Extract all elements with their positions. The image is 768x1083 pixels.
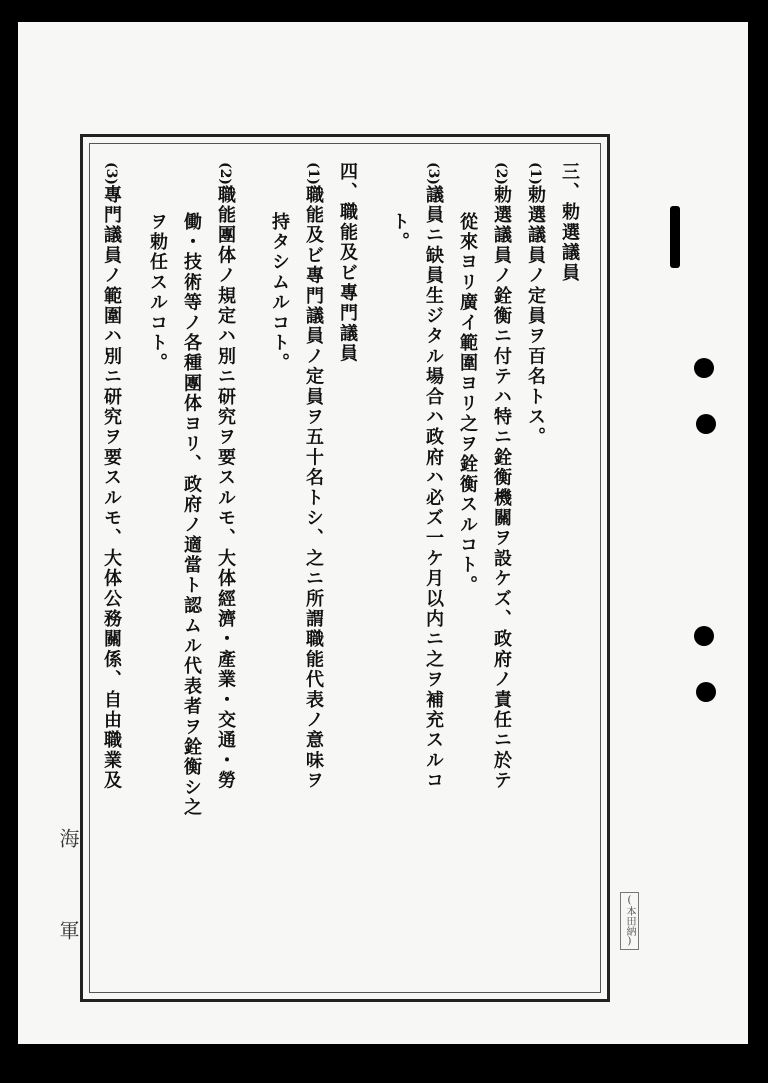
column-text: 職能及ビ專門議員ノ定員ヲ五十名トシ、之ニ所謂職能代表ノ意味ヲ — [303, 185, 324, 791]
text-column — [558, 162, 580, 283]
text-column — [302, 162, 324, 791]
column-text: 勅選議員ノ銓衡ニ付テハ特ニ銓衡機關ヲ設ケズ、政府ノ責任ニ於テ — [491, 185, 512, 791]
item-number: (1) — [305, 162, 321, 185]
item-number: (1) — [527, 162, 543, 185]
binding-mark — [670, 206, 680, 268]
item-number: (3) — [103, 162, 119, 185]
text-column — [490, 162, 512, 791]
text-column — [146, 212, 168, 374]
column-text: 四、職能及ビ專門議員 — [337, 162, 358, 364]
text-column — [268, 212, 290, 374]
side-label-top: 海 — [56, 828, 80, 848]
side-label-bottom: 軍 — [56, 920, 80, 940]
text-column — [524, 162, 546, 448]
item-number: (2) — [493, 162, 509, 185]
column-text: 勅選議員ノ定員ヲ百名トス。 — [525, 185, 546, 448]
binding-hole — [696, 682, 716, 702]
column-text: 從來ヨリ廣イ範圍ヨリ之ヲ銓衡スルコト。 — [457, 212, 478, 596]
document-page — [18, 22, 748, 1044]
column-text: 議員ニ缺員生ジタル場合ハ政府ハ必ズ一ケ月以内ニ之ヲ補充スルコ — [423, 185, 444, 791]
text-column — [336, 162, 358, 364]
binding-hole — [694, 358, 714, 378]
item-number: (3) — [425, 162, 441, 185]
text-column — [388, 212, 410, 252]
column-text: 職能團体ノ規定ハ別ニ研究ヲ要スルモ、大体經濟・產業・交通・勞 — [215, 185, 236, 791]
binding-hole — [694, 626, 714, 646]
column-text: ヲ勅任スルコト。 — [147, 212, 168, 374]
column-text: 專門議員ノ範圍ハ別ニ研究ヲ要スルモ、大体公務關係、自由職業及 — [101, 185, 122, 791]
text-column — [214, 162, 236, 791]
column-text: ト。 — [389, 212, 410, 253]
column-text: 三、勅選議員 — [559, 162, 580, 284]
archive-stamp: (本田納) — [620, 892, 639, 950]
column-text: 持タシムルコト。 — [269, 212, 290, 374]
item-number: (2) — [217, 162, 233, 185]
text-column — [100, 162, 122, 791]
binding-hole — [696, 414, 716, 434]
text-column — [422, 162, 444, 791]
text-column — [456, 212, 478, 596]
column-text: 働・技術等ノ各種團体ヨリ、政府ノ適當ト認ムル代表者ヲ銓衡シ之 — [181, 212, 202, 818]
text-column — [180, 212, 202, 818]
